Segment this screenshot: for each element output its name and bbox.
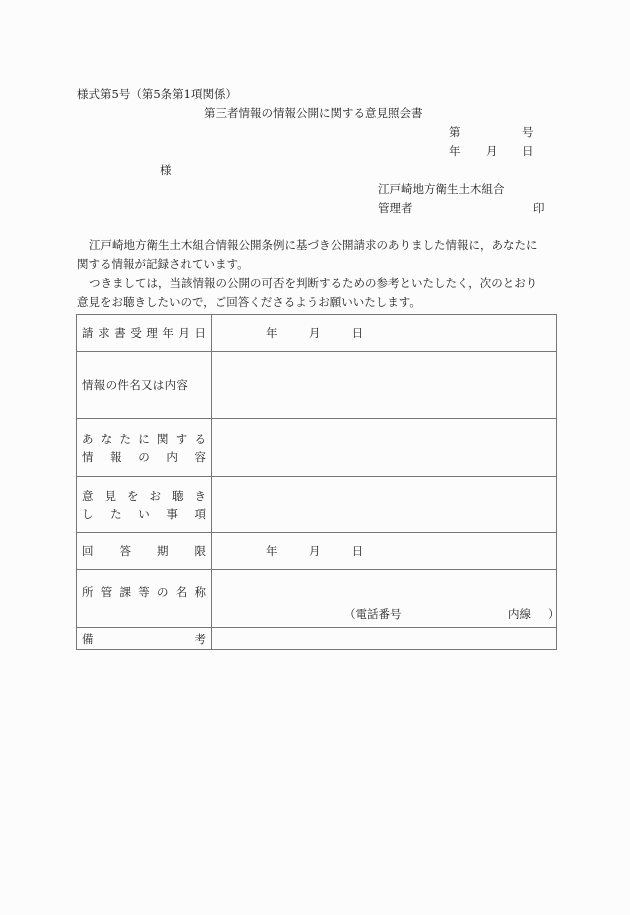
table-row-info-title	[77, 352, 557, 419]
paragraph2-line2: 意見をお聴きしたいので，ご回答くださるようお願いいたします。	[77, 295, 421, 309]
sender-title: 管理者	[378, 201, 413, 215]
label-remarks: 備 考	[82, 631, 206, 646]
department-name-field[interactable]	[212, 570, 560, 628]
addressee-suffix: 様	[160, 163, 172, 177]
label-info-about-you: あ な た に 関 す る 情 報 の 内 容	[82, 431, 206, 464]
year-label: 年	[266, 544, 278, 558]
form-number: 様式第5号（第5条第1項関係）	[77, 87, 237, 101]
table-row-department-name	[77, 570, 557, 628]
remarks-field[interactable]	[212, 628, 557, 650]
inquiry-form-table	[76, 314, 560, 650]
paragraph1-line2: 関する情報が記録されています。	[77, 257, 249, 271]
day-label: 日	[351, 326, 364, 340]
sender-org: 江戸崎地方衛生土木組合	[378, 182, 505, 196]
year-label: 年	[266, 326, 278, 340]
info-about-you-field[interactable]	[212, 419, 557, 477]
phone-number-label: （電話番号	[344, 607, 402, 621]
table-row-info-about-you	[77, 419, 557, 477]
date-month: 月	[486, 144, 498, 158]
month-label: 月	[308, 544, 321, 558]
label-reply-deadline: 回 答 期 限	[82, 544, 206, 558]
paragraph2-line1: つきましては，当該情報の公開の可否を判断するための参考といたしたく，次のとおり	[89, 276, 538, 290]
month-label: 月	[308, 326, 321, 340]
info-title-field[interactable]	[212, 352, 557, 419]
seal-mark: 印	[533, 201, 545, 215]
label-request-received-date: 請 求 書 受 理 年 月 日	[82, 326, 206, 340]
date-year: 年	[449, 144, 461, 158]
reply-deadline-field[interactable]	[212, 533, 557, 570]
request-received-date-field[interactable]	[212, 315, 557, 352]
table-row-remarks	[77, 628, 557, 650]
extension-label: 内線	[508, 607, 531, 621]
label-opinion-items: 意 見 を お 聴 き し た い 事 項	[82, 488, 206, 521]
doc-number-prefix: 第	[449, 125, 461, 139]
document-title: 第三者情報の情報公開に関する意見照会書	[204, 106, 423, 120]
table-row-request-received-date	[77, 315, 557, 352]
label-info-title: 情報の件名又は内容	[82, 378, 189, 392]
doc-number-suffix: 号	[522, 125, 534, 139]
date-day: 日	[522, 144, 534, 158]
close-paren: ）	[548, 607, 560, 621]
label-department-name: 所 管 課 等 の 名 称	[82, 584, 206, 599]
paragraph1-line1: 江戸崎地方衛生土木組合情報公開条例に基づき公開請求のありました情報に，あなたに	[89, 238, 538, 252]
day-label: 日	[351, 544, 364, 558]
table-row-reply-deadline	[77, 533, 557, 570]
opinion-items-field[interactable]	[212, 477, 557, 533]
table-row-opinion-items	[77, 477, 557, 533]
